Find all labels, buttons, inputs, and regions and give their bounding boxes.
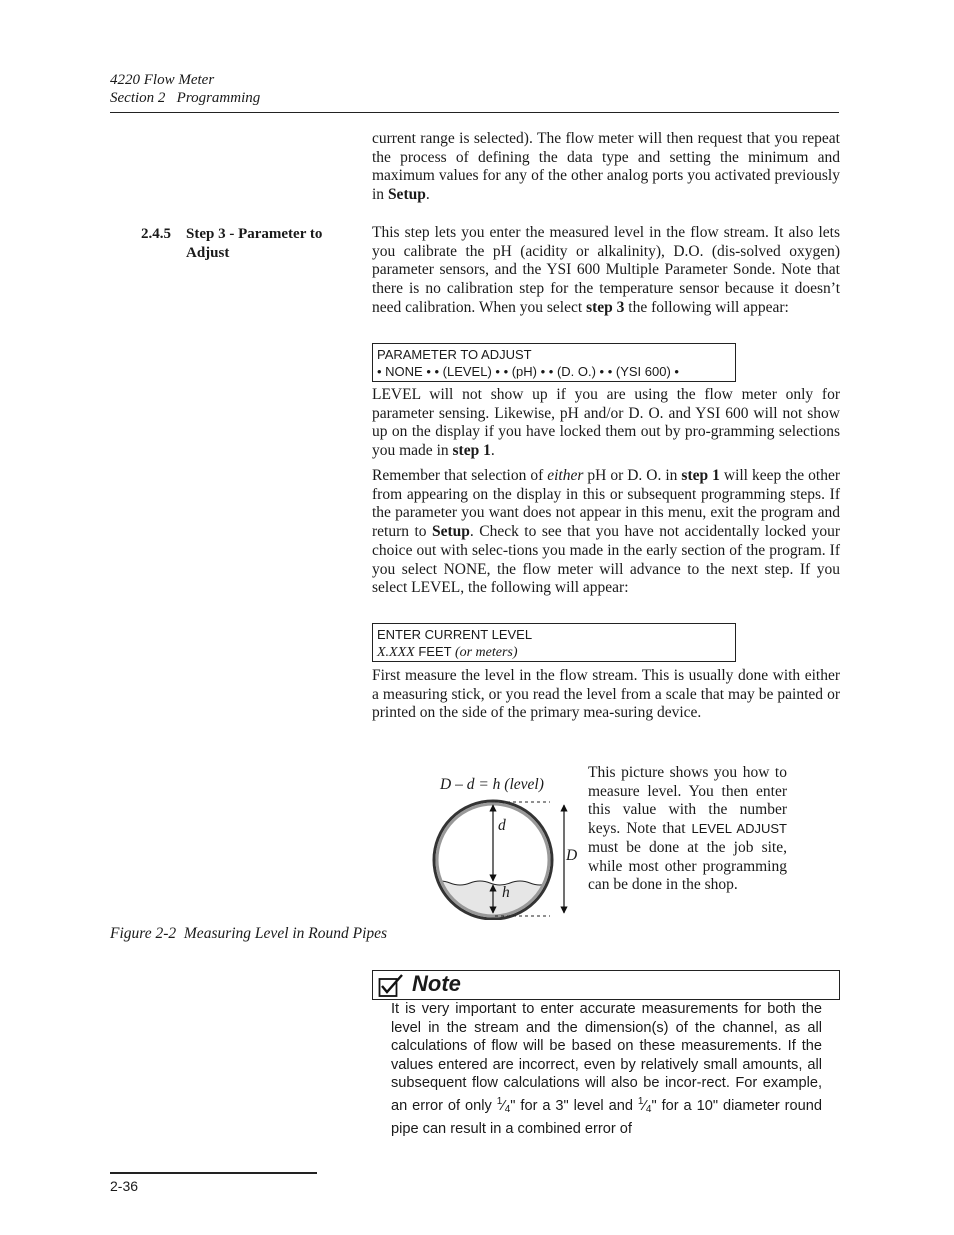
paragraph-level [372, 386, 840, 461]
level-unit: FEET [414, 644, 455, 659]
display-line: PARAMETER TO ADJUST [377, 347, 532, 362]
fraction-numerator: 1 [496, 1095, 503, 1107]
figure-formula: D – d = h (level) [440, 776, 544, 793]
footer-rule [110, 1172, 317, 1174]
label-h: h [502, 884, 510, 901]
text-bold: Setup [432, 523, 470, 541]
text-smallcaps: LEVEL ADJUST [691, 821, 787, 837]
text-bold: step 3 [586, 298, 625, 316]
label-D: D [566, 847, 578, 864]
header-title: 4220 Flow Meter [110, 72, 215, 88]
text-bold: Setup [387, 186, 426, 204]
display-line: ENTER CURRENT LEVEL [377, 627, 533, 642]
paragraph-remember [372, 467, 840, 598]
text-run: the following will appear: [624, 298, 789, 316]
fraction-denominator: 4 [645, 1103, 652, 1115]
paragraph-measure: First measure the level in the flow stream. This is usually done with either a measuring stick, or you read the level from a scale that may be painted or printed on the side of the primary mea-suring device. [372, 667, 840, 722]
text-run: LEVEL will not show up if you are using the flow meter only for parameter sensing. Likewise, pH and/or D. O. and YSI 600 will not show up on the display if you have locked them out by pro-gramming selections you made in [372, 386, 840, 460]
text-run: " for a 10" diameter round pipe can result in a combined error of [391, 1097, 822, 1137]
fraction: $^1⁄_4$ [496, 1095, 511, 1115]
display-options: • NONE • • (LEVEL) • • (pH) • • (D. O.) • • (YSI 600) • [377, 364, 679, 379]
section-number: 2.4.5 [141, 226, 171, 242]
fraction: $^1⁄_4$ [637, 1095, 652, 1115]
text-run: This picture shows you how to measure level. You then enter this value with the number keys. Note that [588, 764, 787, 838]
page-number: 2-36 [110, 1178, 139, 1194]
text-run: . [490, 442, 495, 460]
figure-description [588, 764, 787, 895]
running-header [110, 71, 260, 107]
checkbox-icon [378, 974, 406, 998]
header-section: Section 2 Programming [110, 90, 261, 106]
figure-caption: Figure 2-2 Measuring Level in Round Pipes [110, 925, 388, 942]
note-text [391, 1000, 822, 1138]
text-italic: either [547, 467, 584, 484]
text-run: . [425, 186, 430, 204]
fraction-denominator: 4 [504, 1103, 511, 1115]
text-run: " for a 3" level and [510, 1097, 638, 1114]
fraction-numerator: 1 [637, 1095, 644, 1107]
display-value-line [377, 643, 731, 661]
text-run: . Check to see that you have not accidentally locked your choice out with selec-tions you made in the early section of the program. If you select NONE, the flow meter will advance to the next step. If you select LEVEL, the following will appear: [372, 523, 840, 597]
paragraph-step3 [372, 224, 840, 318]
text-run: Remember that selection of [372, 467, 548, 484]
display-parameter-to-adjust [372, 343, 736, 382]
header-rule [110, 112, 839, 113]
section-title: Step 3 - Parameter to Adjust [186, 226, 323, 261]
display-enter-current-level [372, 623, 736, 662]
text-run: current range is selected). The flow meter will then request that you repeat the process of defining the data type and setting the minimum and maximum values for any of the other analog ports you activated previously in [372, 130, 840, 204]
note-title: Note [412, 971, 461, 996]
text-bold: step 1 [452, 442, 491, 460]
text-run: must be done at the job site, while most other programming can be done in the shop. [588, 838, 787, 894]
paragraph-continued [372, 130, 840, 205]
text-run: pH or D. O. in [583, 467, 682, 484]
level-value: X.XXX [377, 645, 415, 660]
level-unit-alt: (or meters) [454, 645, 518, 660]
text-run: It is very important to enter accurate measurements for both the level in the stream and the dimension(s) of the channel, as all calculations of flow will be based on these measurements. If the values entered are incorrect, even by relatively small amounts, all subsequent flow calculations will also be incor-rect. For example, an error of only [391, 1001, 822, 1114]
text-run: will keep the other from appearing on the display in this or subsequent programming steps. If the parameter you want does not appear in this menu, exit the program and return to [372, 467, 841, 541]
label-d: d [498, 817, 506, 834]
text-bold: step 1 [681, 467, 720, 484]
text-run: This step lets you enter the measured level in the flow stream. It also lets you calibrate the pH (acidity or alkalinity), D.O. (dis-solved oxygen) parameter sensors, and the YSI 600 Multiple Parameter Sonde. Note that there is no calibration step for the temperature sensor because it doesn’t need calibration. When you select [372, 224, 840, 316]
